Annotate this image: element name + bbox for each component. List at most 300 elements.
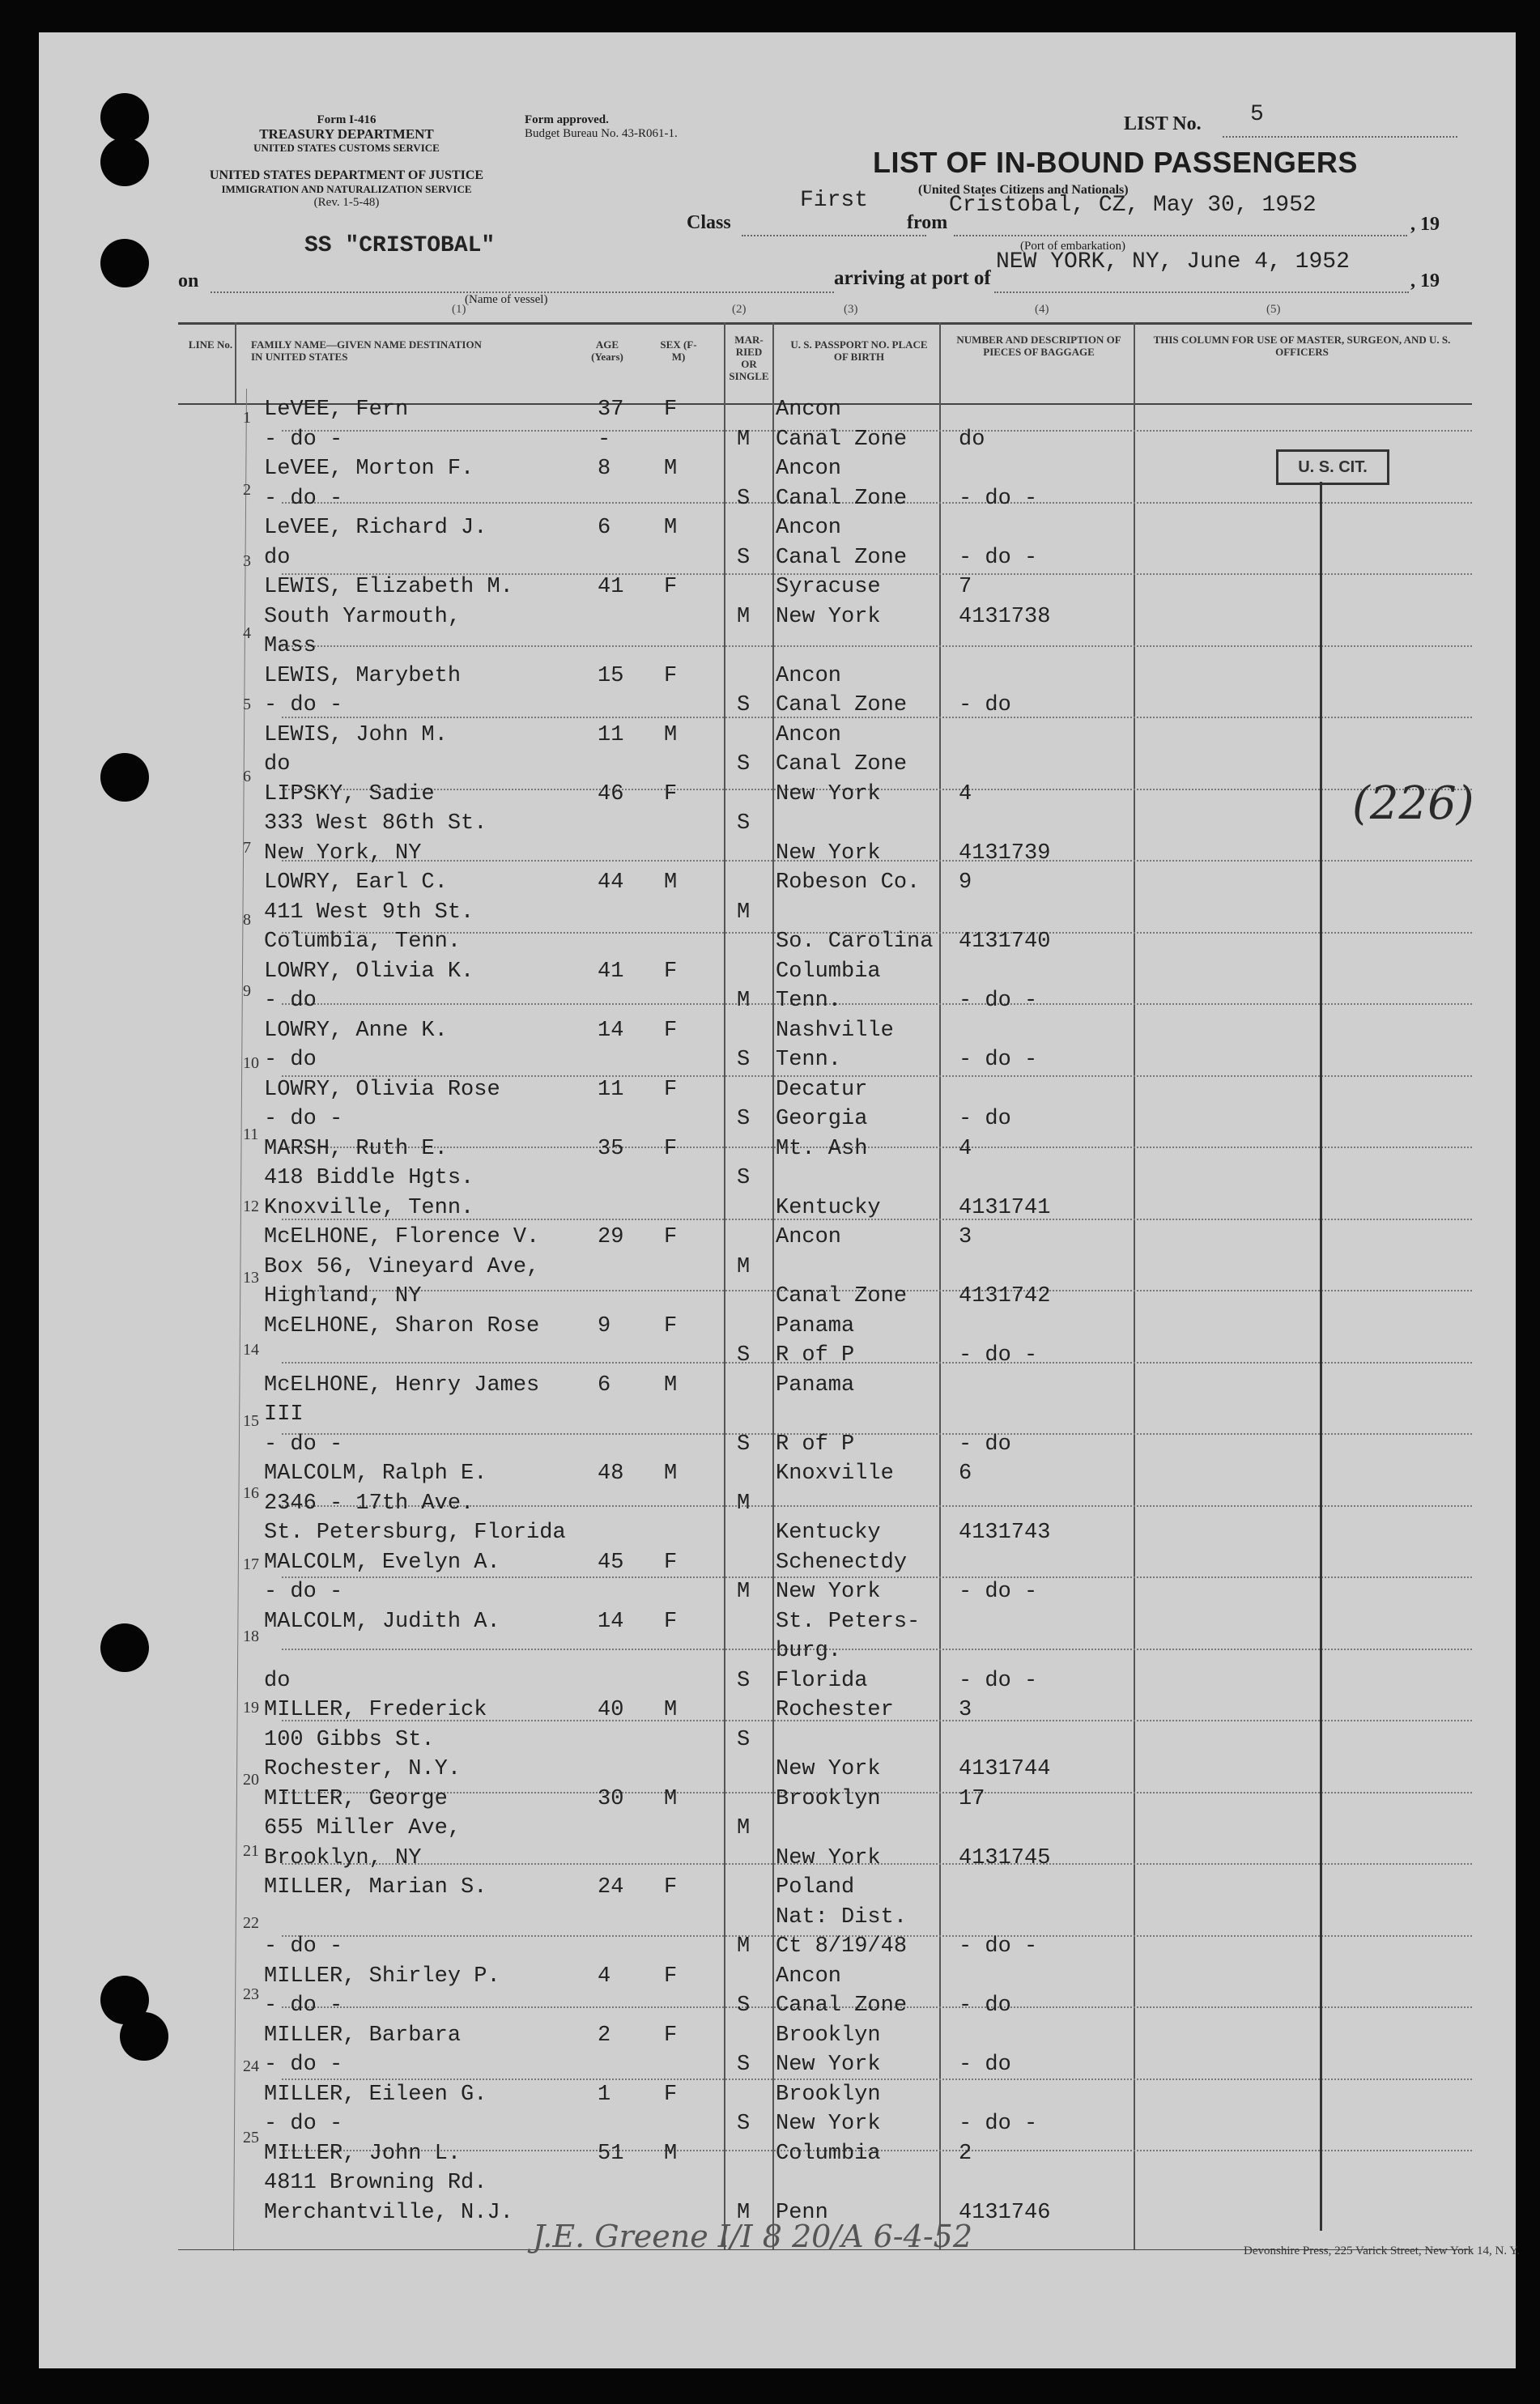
passenger-name: - do - [264, 2112, 343, 2136]
passenger-name: McELHONE, Florence V. [264, 1225, 540, 1249]
justice-dept: UNITED STATES DEPARTMENT OF JUSTICE [209, 168, 484, 182]
officer-check-line [1320, 482, 1322, 2231]
passenger-baggage: - do - [959, 546, 1038, 570]
line-number: 6 [243, 768, 251, 785]
passenger-sex: F [664, 1610, 678, 1634]
passenger-name: LeVEE, Fern [264, 398, 409, 422]
passenger-age: 4 [598, 1964, 611, 1989]
passenger-name: MALCOLM, Judith A. [264, 1610, 500, 1634]
row-rule [282, 1433, 1472, 1435]
passenger-marital: S [737, 546, 751, 570]
passenger-birthplace: Canal Zone [776, 693, 908, 717]
passenger-birthplace: Nashville [776, 1019, 894, 1043]
header-officers: THIS COLUMN FOR USE OF MASTER, SURGEON, AND U. S. OFFICERS [1153, 334, 1451, 358]
passenger-sex: M [664, 870, 678, 895]
passenger-name: McELHONE, Henry James [264, 1373, 540, 1398]
passenger-marital: M [737, 428, 751, 452]
passenger-marital: M [737, 1816, 751, 1840]
passenger-marital: M [737, 1934, 751, 1959]
passenger-marital: S [737, 1343, 751, 1368]
passenger-name: - do - [264, 1107, 343, 1131]
passenger-age: 8 [598, 457, 611, 481]
passenger-sex: M [664, 516, 678, 540]
department: TREASURY DEPARTMENT [259, 126, 434, 142]
passenger-name: MILLER, Frederick [264, 1698, 487, 1722]
passenger-age: 1 [598, 2083, 611, 2107]
passenger-marital: M [737, 1491, 751, 1516]
punch-hole [120, 2012, 168, 2061]
passenger-baggage: 4131738 [959, 605, 1051, 629]
passenger-baggage: - do - [959, 989, 1038, 1013]
passenger-name: III [264, 1402, 304, 1427]
class-label: Class [687, 212, 731, 233]
passenger-baggage: - do - [959, 1048, 1038, 1072]
passenger-name: do [264, 1669, 291, 1693]
passenger-baggage: - do - [959, 1343, 1038, 1368]
line-number: 19 [243, 1699, 259, 1717]
passenger-baggage: - do - [959, 2112, 1038, 2136]
passenger-sex: M [664, 723, 678, 747]
passenger-birthplace: Knoxville [776, 1462, 894, 1486]
passenger-name: - do - [264, 1993, 343, 2018]
us-citizen-stamp: U. S. CIT. [1276, 449, 1389, 485]
page-title: LIST OF IN-BOUND PASSENGERS [873, 146, 1358, 179]
passenger-sex: F [664, 398, 678, 422]
approval-block [525, 113, 678, 141]
printer-imprint: Devonshire Press, 225 Varick Street, New York 14, N. Y. [1244, 2244, 1520, 2257]
passenger-name: LEWIS, John M. [264, 723, 448, 747]
passenger-name: Merchantville, N.J. [264, 2201, 513, 2225]
passenger-name: - do - [264, 2053, 343, 2077]
colnum-1: (1) [452, 303, 466, 316]
passenger-name: LeVEE, Morton F. [264, 457, 474, 481]
line-number: 25 [243, 2129, 259, 2147]
passenger-marital: S [737, 752, 751, 777]
passenger-name: - do - [264, 487, 343, 511]
passenger-birthplace: Columbia [776, 2142, 881, 2166]
passenger-birthplace: New York [776, 2053, 881, 2077]
passenger-birthplace: So. Carolina [776, 930, 934, 954]
passenger-age: 11 [598, 723, 624, 747]
header-married: MAR-RIED OR SINGLE [729, 334, 769, 382]
line-number: 4 [243, 624, 251, 642]
passenger-name: - do - [264, 428, 343, 452]
passenger-marital: S [737, 1432, 751, 1457]
line-number: 9 [243, 982, 251, 1000]
row-rule [282, 645, 1472, 647]
passenger-sex: M [664, 1787, 678, 1811]
page-subtitle: (United States Citizens and Nationals) [918, 183, 1129, 197]
punch-hole [100, 138, 149, 186]
passenger-birthplace: Ancon [776, 723, 842, 747]
line-number: 11 [243, 1125, 259, 1143]
passenger-birthplace: Rochester [776, 1698, 894, 1722]
arriving-label: arriving at port of [834, 267, 991, 289]
passenger-name: MILLER, Eileen G. [264, 2083, 487, 2107]
passenger-marital: M [737, 605, 751, 629]
passenger-name: - do [264, 989, 317, 1013]
passenger-baggage: 7 [959, 575, 972, 599]
passenger-birthplace: Georgia [776, 1107, 868, 1131]
passenger-age: 6 [598, 1373, 611, 1398]
passenger-sex: F [664, 1137, 678, 1161]
header-baggage: NUMBER AND DESCRIPTION OF PIECES OF BAGGAGE [956, 334, 1121, 358]
passenger-sex: M [664, 1373, 678, 1398]
passenger-baggage: 4131739 [959, 841, 1051, 866]
passenger-marital: S [737, 1993, 751, 2018]
passenger-name: LEWIS, Elizabeth M. [264, 575, 513, 599]
line-number: 8 [243, 911, 251, 929]
manifest-page [39, 32, 1520, 2368]
passenger-birthplace: Poland [776, 1875, 855, 1900]
arriving-line [994, 291, 1409, 293]
line-number: 1 [243, 409, 251, 427]
from-line [954, 235, 1407, 236]
passenger-baggage: 17 [959, 1787, 985, 1811]
col-divider-sex [724, 322, 725, 2249]
col-divider-lineno [235, 322, 236, 403]
colnum-3: (3) [844, 303, 858, 316]
passenger-birthplace: R of P [776, 1432, 855, 1457]
passenger-baggage: 4131743 [959, 1521, 1051, 1545]
passenger-birthplace: R of P [776, 1343, 855, 1368]
row-rule [282, 1362, 1472, 1364]
passenger-sex: F [664, 664, 678, 688]
passenger-name: LOWRY, Olivia K. [264, 959, 474, 984]
passenger-baggage: - do - [959, 1669, 1038, 1693]
passenger-baggage: 2 [959, 2142, 972, 2166]
passenger-marital: S [737, 811, 751, 836]
passenger-age: 41 [598, 959, 624, 984]
header-passport: U. S. PASSPORT NO. PLACE OF BIRTH [790, 338, 928, 363]
form-id-block [217, 113, 476, 155]
passenger-sex: F [664, 1078, 678, 1102]
passenger-sex: F [664, 575, 678, 599]
passenger-baggage: - do [959, 2053, 1011, 2077]
passenger-baggage: - do [959, 1993, 1011, 2018]
inspector-signature: J.E. Greene I/I 8 20/A 6-4-52 [533, 2219, 973, 2254]
passenger-baggage: 4131740 [959, 930, 1051, 954]
passenger-name: Knoxville, Tenn. [264, 1196, 474, 1220]
passenger-name: MILLER, George [264, 1787, 448, 1811]
port-embark-label: (Port of embarkation) [1020, 240, 1125, 253]
passenger-marital: S [737, 1728, 751, 1752]
passenger-birthplace: Canal Zone [776, 1993, 908, 2018]
passenger-marital: S [737, 1669, 751, 1693]
passenger-name: 411 West 9th St. [264, 900, 474, 925]
class-value: First [800, 188, 869, 213]
passenger-birthplace: New York [776, 1580, 881, 1604]
passenger-age: 45 [598, 1551, 624, 1575]
passenger-birthplace: Penn [776, 2201, 828, 2225]
passenger-birthplace: Florida [776, 1669, 868, 1693]
passenger-birthplace: New York [776, 782, 881, 806]
handwritten-count: (226) [1352, 777, 1474, 830]
passenger-name: LOWRY, Earl C. [264, 870, 448, 895]
margin-line [233, 389, 247, 2251]
punch-hole [100, 1623, 149, 1672]
passenger-birthplace: burg. [776, 1639, 842, 1663]
passenger-name: Columbia, Tenn. [264, 930, 462, 954]
header-name: FAMILY NAME—GIVEN NAME DESTINATION IN UNITED STATES [251, 338, 482, 363]
passenger-sex: M [664, 1462, 678, 1486]
passenger-name: - do - [264, 1580, 343, 1604]
passenger-name: - do - [264, 1934, 343, 1959]
col-divider-passport [939, 322, 941, 2249]
passenger-name: MARSH, Ruth E. [264, 1137, 448, 1161]
from-value: Cristobal, CZ, May 30, 1952 [949, 193, 1317, 218]
line-number: 24 [243, 2057, 259, 2075]
passenger-marital: S [737, 1107, 751, 1131]
line-number: 22 [243, 1914, 259, 1932]
passenger-sex: F [664, 2083, 678, 2107]
passenger-baggage: 4 [959, 1137, 972, 1161]
passenger-birthplace: New York [776, 605, 881, 629]
passenger-birthplace: Nat: Dist. [776, 1905, 908, 1930]
passenger-name: 418 Biddle Hgts. [264, 1166, 474, 1190]
passenger-name: Mass [264, 634, 317, 658]
passenger-name: MILLER, Marian S. [264, 1875, 487, 1900]
punch-hole [100, 239, 149, 287]
passenger-birthplace: Ancon [776, 516, 842, 540]
justice-block [177, 168, 517, 210]
passenger-name: - do - [264, 693, 343, 717]
passenger-age: 24 [598, 1875, 624, 1900]
passenger-sex: F [664, 2023, 678, 2048]
passenger-birthplace: Tenn. [776, 989, 842, 1013]
line-number: 21 [243, 1842, 259, 1860]
passenger-sex: F [664, 1964, 678, 1989]
colnum-4: (4) [1035, 303, 1049, 316]
header-line-no: LINE No. [188, 338, 233, 351]
passenger-marital: M [737, 2201, 751, 2225]
class-line [742, 235, 926, 236]
passenger-marital: S [737, 2053, 751, 2077]
ins-service: IMMIGRATION AND NATURALIZATION SERVICE [221, 183, 472, 195]
list-no-label: LIST No. [1124, 113, 1202, 134]
form-approved: Form approved. [525, 113, 609, 126]
passenger-birthplace: Panama [776, 1373, 855, 1398]
passenger-birthplace: New York [776, 841, 881, 866]
passenger-baggage: - do [959, 1432, 1011, 1457]
passenger-name: do [264, 752, 291, 777]
passenger-age: 15 [598, 664, 624, 688]
passenger-birthplace: New York [776, 2112, 881, 2136]
vessel-caption: (Name of vessel) [465, 293, 548, 306]
colnum-2: (2) [732, 303, 747, 316]
colnum-5: (5) [1266, 303, 1281, 316]
on-label: on [178, 270, 199, 291]
passenger-sex: F [664, 1314, 678, 1338]
passenger-sex: F [664, 1019, 678, 1043]
passenger-marital: S [737, 487, 751, 511]
passenger-name: Brooklyn, NY [264, 1846, 422, 1870]
passenger-baggage: - do - [959, 487, 1038, 511]
line-number: 17 [243, 1555, 259, 1573]
passenger-name: 2346 - 17th Ave. [264, 1491, 474, 1516]
passenger-birthplace: Canal Zone [776, 752, 908, 777]
passenger-name: McELHONE, Sharon Rose [264, 1314, 540, 1338]
passenger-sex: F [664, 959, 678, 984]
passenger-birthplace: Schenectdy [776, 1551, 908, 1575]
passenger-name: South Yarmouth, [264, 605, 462, 629]
passenger-age: 14 [598, 1019, 624, 1043]
passenger-age: 30 [598, 1787, 624, 1811]
passenger-birthplace: Columbia [776, 959, 881, 984]
budget-bureau: Budget Bureau No. 43-R061-1. [525, 127, 678, 140]
line-number: 14 [243, 1341, 259, 1359]
passenger-marital: S [737, 1166, 751, 1190]
passenger-baggage: - do - [959, 1580, 1038, 1604]
passenger-birthplace: Decatur [776, 1078, 868, 1102]
passenger-birthplace: Kentucky [776, 1521, 881, 1545]
passenger-birthplace: Panama [776, 1314, 855, 1338]
passenger-name: LIPSKY, Sadie [264, 782, 435, 806]
passenger-name: 333 West 86th St. [264, 811, 487, 836]
line-number: 7 [243, 839, 251, 857]
passenger-name: 100 Gibbs St. [264, 1728, 435, 1752]
passenger-marital: S [737, 2112, 751, 2136]
passenger-age: 37 [598, 398, 624, 422]
passenger-sex: F [664, 782, 678, 806]
passenger-name: MALCOLM, Ralph E. [264, 1462, 487, 1486]
passenger-birthplace: Canal Zone [776, 1284, 908, 1308]
passenger-marital: M [737, 1255, 751, 1279]
passenger-baggage: - do [959, 1107, 1011, 1131]
passenger-birthplace: Tenn. [776, 1048, 842, 1072]
passenger-name: LeVEE, Richard J. [264, 516, 487, 540]
customs-service: UNITED STATES CUSTOMS SERVICE [253, 142, 440, 154]
passenger-baggage: 4131742 [959, 1284, 1051, 1308]
passenger-sex: M [664, 2142, 678, 2166]
passenger-age: 41 [598, 575, 624, 599]
passenger-birthplace: Kentucky [776, 1196, 881, 1220]
passenger-baggage: 4 [959, 782, 972, 806]
passenger-birthplace: Canal Zone [776, 428, 908, 452]
passenger-marital: S [737, 1048, 751, 1072]
line-number: 3 [243, 552, 251, 570]
passenger-baggage: 4131744 [959, 1757, 1051, 1781]
passenger-name: Highland, NY [264, 1284, 422, 1308]
passenger-age: 46 [598, 782, 624, 806]
passenger-sex: M [664, 457, 678, 481]
passenger-name: St. Petersburg, Florida [264, 1521, 566, 1545]
passenger-name: 4811 Browning Rd. [264, 2171, 487, 2195]
row-rule [282, 1003, 1472, 1005]
passenger-birthplace: New York [776, 1846, 881, 1870]
col-divider-ms [772, 322, 774, 2249]
passenger-birthplace: Ancon [776, 457, 842, 481]
passenger-baggage: - do [959, 693, 1011, 717]
passenger-age: 11 [598, 1078, 624, 1102]
row-rule [282, 1075, 1472, 1077]
row-rule [282, 1649, 1472, 1650]
passenger-marital: M [737, 900, 751, 925]
line-number: 16 [243, 1484, 259, 1502]
line-number: 2 [243, 481, 251, 499]
passenger-name: LEWIS, Marybeth [264, 664, 462, 688]
row-rule [282, 1147, 1472, 1148]
passenger-name: LOWRY, Anne K. [264, 1019, 448, 1043]
passenger-age: 44 [598, 870, 624, 895]
passenger-sex: F [664, 1875, 678, 1900]
passenger-baggage: 3 [959, 1698, 972, 1722]
passenger-name: - do [264, 1048, 317, 1072]
passenger-name: - do - [264, 1432, 343, 1457]
passenger-sex: F [664, 1225, 678, 1249]
vessel-name: SS "CRISTOBAL" [304, 233, 496, 258]
list-no-value: 5 [1250, 102, 1264, 127]
line-number: 18 [243, 1627, 259, 1645]
passenger-birthplace: St. Peters- [776, 1610, 921, 1634]
passenger-birthplace: Ct 8/19/48 [776, 1934, 908, 1959]
passenger-age: 51 [598, 2142, 624, 2166]
passenger-birthplace: Ancon [776, 398, 842, 422]
from-label: from [907, 212, 948, 233]
passenger-age: 40 [598, 1698, 624, 1722]
line-number: 23 [243, 1985, 259, 2003]
line-number: 15 [243, 1412, 259, 1430]
header-sex: SEX (F-M) [660, 338, 697, 363]
passenger-baggage: 4131745 [959, 1846, 1051, 1870]
passenger-baggage: do [959, 428, 985, 452]
passenger-marital: M [737, 989, 751, 1013]
punch-hole [100, 753, 149, 802]
header-age: AGE (Years) [591, 338, 623, 363]
passenger-name: MILLER, Shirley P. [264, 1964, 500, 1989]
passenger-name: MILLER, John L. [264, 2142, 462, 2166]
passenger-name: LOWRY, Olivia Rose [264, 1078, 500, 1102]
passenger-birthplace: Canal Zone [776, 487, 908, 511]
form-id: Form I-416 [317, 113, 376, 126]
passenger-age: 6 [598, 516, 611, 540]
passenger-name: MILLER, Barbara [264, 2023, 462, 2048]
line-number: 10 [243, 1054, 259, 1072]
passenger-marital: S [737, 693, 751, 717]
row-rule [282, 1576, 1472, 1578]
list-no-line [1223, 136, 1457, 138]
passenger-name: 655 Miller Ave, [264, 1816, 462, 1840]
passenger-birthplace: Canal Zone [776, 546, 908, 570]
line-number: 5 [243, 696, 251, 713]
passenger-birthplace: Ancon [776, 1225, 842, 1249]
passenger-birthplace: Mt. Ash [776, 1137, 868, 1161]
arriving-value: NEW YORK, NY, June 4, 1952 [996, 249, 1350, 274]
passenger-baggage: 4131741 [959, 1196, 1051, 1220]
punch-hole [100, 93, 149, 142]
passenger-name: do [264, 546, 291, 570]
year-suffix-1: , 19 [1410, 214, 1440, 235]
passenger-birthplace: Brooklyn [776, 2083, 881, 2107]
table-top-rule [178, 322, 1472, 325]
passenger-marital: M [737, 1580, 751, 1604]
col-divider-baggage [1134, 322, 1135, 2249]
passenger-baggage: 9 [959, 870, 972, 895]
passenger-age: - [598, 428, 611, 452]
passenger-sex: F [664, 1551, 678, 1575]
passenger-age: 9 [598, 1314, 611, 1338]
passenger-baggage: 3 [959, 1225, 972, 1249]
passenger-birthplace: New York [776, 1757, 881, 1781]
passenger-birthplace: Brooklyn [776, 2023, 881, 2048]
passenger-age: 2 [598, 2023, 611, 2048]
row-rule [282, 2079, 1472, 2080]
passenger-baggage: 4131746 [959, 2201, 1051, 2225]
passenger-birthplace: Robeson Co. [776, 870, 921, 895]
passenger-baggage: 6 [959, 1462, 972, 1486]
passenger-birthplace: Syracuse [776, 575, 881, 599]
passenger-name: MALCOLM, Evelyn A. [264, 1551, 500, 1575]
